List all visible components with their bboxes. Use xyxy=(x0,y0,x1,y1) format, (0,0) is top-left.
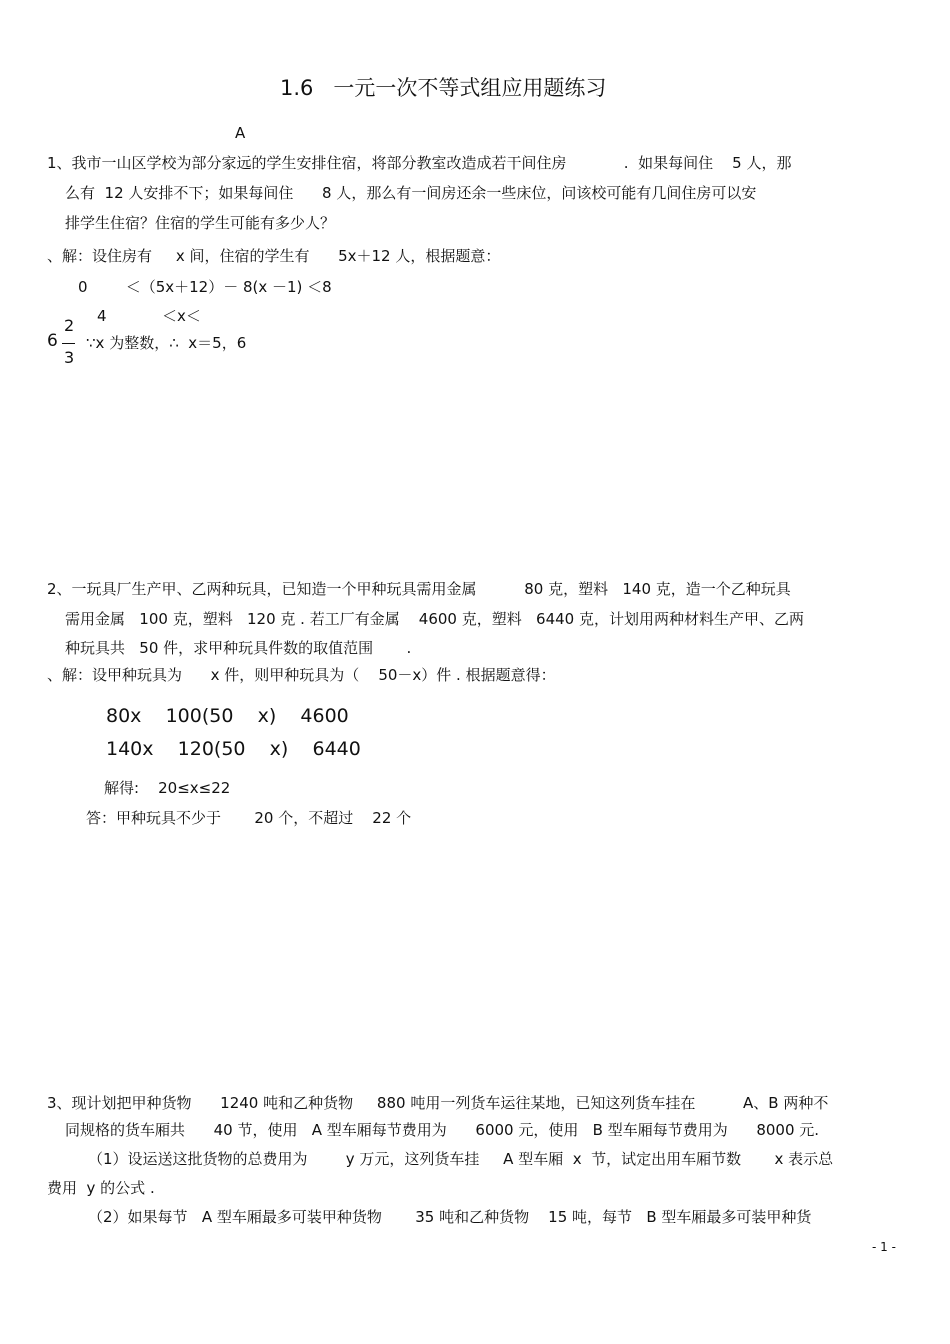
q1-line2: 么有 12 人安排不下；如果每间住 8 人，那么有一间房还余一些床位，问该校可能有几间住房可以安 xyxy=(65,184,757,202)
q1-solution-setup: 、解：设住房有 x 间，住宿的学生有 5x＋12 人，根据题意： xyxy=(47,247,501,265)
mixed-fraction xyxy=(47,316,85,370)
fraction-whole: 6 xyxy=(47,331,58,351)
q2-answer: 答：甲种玩具不少于 20 个，不超过 22 个 xyxy=(86,809,412,827)
page-number: - 1 - xyxy=(872,1240,896,1254)
q1-inequality-left: 4 xyxy=(97,307,107,325)
q2-solution-setup: 、解：设甲种玩具为 x 件，则甲种玩具为（ 50－x）件 . 根据题意得： xyxy=(47,666,556,684)
q1-inequality-right: ＜x＜ xyxy=(162,307,201,325)
q3-line2: 同规格的货车厢共 40 节，使用 A 型车厢每节费用为 6000 元，使用 B 型车厢每节费用为 8000 元. xyxy=(65,1121,820,1139)
section-label: A xyxy=(235,124,246,142)
q1-conclusion: ∵x 为整数，∴ x＝5，6 xyxy=(86,334,247,352)
q3-sub2-line1: （2）如果每节 A 型车厢最多可装甲种货物 35 吨和乙种货物 15 吨，每节 B 型车厢最多可装甲种货 xyxy=(88,1208,812,1226)
q2-inequality-2: 140x 120(50 x) 6440 xyxy=(106,738,361,760)
q3-sub1-line1: （1）设运送这批货物的总费用为 y 万元，这列货车挂 A 型车厢 x 节，试定出用车厢节数 x 表示总 xyxy=(88,1150,834,1168)
q2-inequality-1: 80x 100(50 x) 4600 xyxy=(106,705,349,727)
q1-line3: 排学生住宿？住宿的学生可能有多少人？ xyxy=(65,214,336,232)
q2-line1: 2、一玩具厂生产甲、乙两种玩具，已知造一个甲种玩具需用金属 80 克，塑料 140 克，造一个乙种玩具 xyxy=(47,580,791,598)
fraction-denominator: 3 xyxy=(64,348,75,367)
q2-line2: 需用金属 100 克，塑料 120 克 . 若工厂有金属 4600 克，塑料 6440 克，计划用两种材料生产甲、乙两 xyxy=(65,610,804,628)
q3-line1: 3、现计划把甲种货物 1240 吨和乙种货物 880 吨用一列货车运往某地，已知这列货车挂在 A、B 两种不 xyxy=(47,1094,829,1112)
q1-line1: 1、我市一山区学校为部分家远的学生安排住宿，将部分教室改造成若干间住房 . 如果每间住 5 人，那 xyxy=(47,154,792,172)
q2-result: 解得: 20≤x≤22 xyxy=(104,779,231,797)
page-title: 1.6 一元一次不等式组应用题练习 xyxy=(280,76,607,100)
q2-line3: 种玩具共 50 件，求甲种玩具件数的取值范围 . xyxy=(65,639,412,657)
q1-inequality: 0 ＜（5x＋12）－ 8(x －1) ＜8 xyxy=(78,278,332,296)
fraction-numerator: 2 xyxy=(64,316,75,335)
fraction-bar xyxy=(62,343,75,344)
q3-sub1-line2: 费用 y 的公式 . xyxy=(47,1179,155,1197)
